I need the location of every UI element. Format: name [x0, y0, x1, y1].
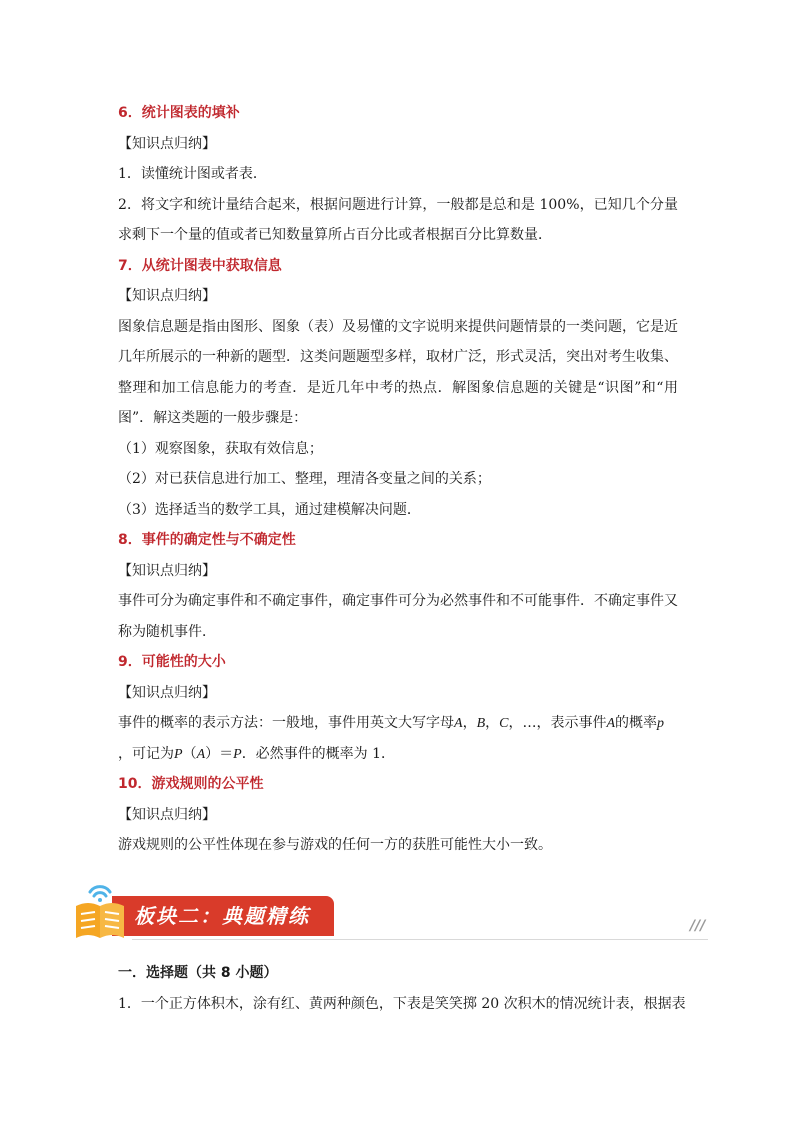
- section-banner: [72, 878, 712, 942]
- question-1: 1．一个正方体积木，涂有红、黄两种颜色，下表是笑笑掷 20 次积木的情况统计表，根据表: [118, 995, 686, 1012]
- section-heading-8: 8．事件的确定性与不确定性: [118, 532, 296, 548]
- math-var: B: [476, 716, 486, 731]
- paragraph-line: 几年所展示的一种新的题型．这类问题题型多样，取材广泛，形式灵活，突出对考生收集、: [118, 349, 678, 365]
- banner-divider: [132, 939, 708, 940]
- knowledge-summary: [118, 98, 678, 861]
- paragraph-line: 1．读懂统计图或者表．: [118, 166, 267, 182]
- paragraph-line: 2．将文字和统计量结合起来，根据问题进行计算，一般都是总和是 100%，已知几个分量: [118, 196, 678, 213]
- text: ，: [462, 715, 477, 731]
- math-var: A: [454, 716, 463, 731]
- text: 事件的概率的表示方法：一般地，事件用英文大写字母: [118, 715, 454, 731]
- paragraph-line: （3）选择适当的数学工具，通过建模解决问题．: [118, 501, 421, 518]
- exercise-section-label: 一．选择题（共 8 小题）: [118, 965, 278, 981]
- math-var: A: [606, 716, 616, 731]
- paragraph-line: 事件可分为确定事件和不确定事件，确定事件可分为必然事件和不可能事件．不确定事件又: [118, 593, 678, 609]
- section-heading-10: 10．游戏规则的公平性: [118, 776, 264, 792]
- math-var: P: [233, 746, 242, 762]
- banner-title: 板块二：典题精练: [134, 904, 310, 928]
- paragraph-line: 整理和加工信息能力的考查．是近几年中考的热点．解图象信息题的关键是“识图”和“用: [118, 379, 678, 396]
- text: ，: [485, 715, 500, 731]
- section-heading-6: 6．统计图表的填补: [118, 105, 240, 121]
- math-var: P: [174, 746, 183, 762]
- paragraph-line: （1）观察图象，获取有效信息；: [118, 440, 323, 457]
- math-var: A: [196, 746, 206, 762]
- math-var: C: [499, 716, 509, 731]
- knowledge-label: 【知识点归纳】: [118, 288, 216, 304]
- paragraph-line: [118, 708, 678, 739]
- paragraph-line: 游戏规则的公平性体现在参与游戏的任何一方的获胜可能性大小一致。: [118, 837, 552, 853]
- knowledge-label: 【知识点归纳】: [118, 135, 216, 152]
- banner-slashes: ///: [690, 918, 706, 934]
- paragraph-line: 图象信息题是指由图形、图象（表）及易懂的文字说明来提供问题情景的一类问题，它是近: [118, 318, 678, 335]
- knowledge-label: 【知识点归纳】: [118, 684, 216, 701]
- paragraph-line: 求剩下一个量的值或者已知数量算所占百分比或者根据百分比算数量．: [118, 227, 552, 243]
- text: 的概率: [615, 715, 658, 731]
- paragraph-line: 称为随机事件．: [118, 623, 216, 640]
- section-heading-7: 7．从统计图表中获取信息: [118, 257, 282, 274]
- text: ）＝: [205, 745, 234, 762]
- text: （: [182, 745, 197, 762]
- paragraph-line: （2）对已获信息进行加工、整理，理清各变量之间的关系；: [118, 471, 491, 487]
- exercise-section: [118, 958, 686, 1019]
- section-heading-9: 9．可能性的大小: [118, 654, 226, 670]
- knowledge-label: 【知识点归纳】: [118, 806, 216, 823]
- text: ．必然事件的概率为 1．: [241, 745, 396, 762]
- knowledge-label: 【知识点归纳】: [118, 562, 216, 579]
- paragraph-line: 图”．解这类题的一般步骤是：: [118, 410, 308, 426]
- math-var: p: [657, 716, 665, 731]
- paragraph-line: [118, 739, 678, 770]
- book-wifi-icon: [72, 878, 132, 942]
- text: ，可记为: [118, 745, 174, 762]
- text: ，…，表示事件: [508, 715, 607, 731]
